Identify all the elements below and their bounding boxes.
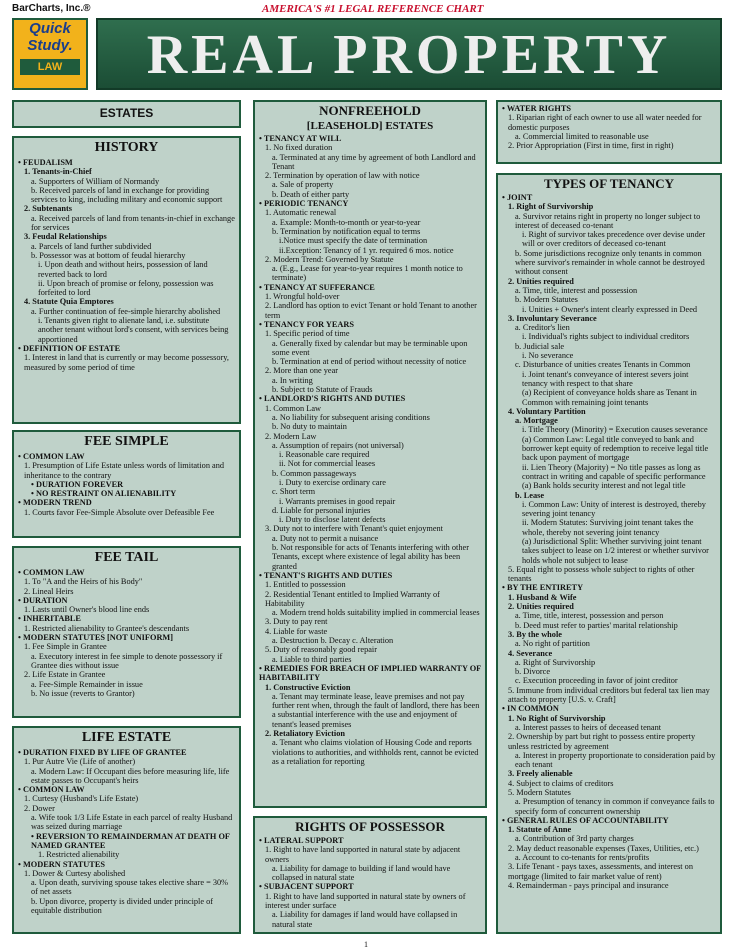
text-line: a. Parcels of land further subdivided (31, 241, 152, 251)
text-line: 1. Restricted alienability to Grantee's descendants (24, 623, 190, 633)
text-line: 2. Termination by operation of law with notice (265, 171, 420, 181)
text-line: 2. Landlord has option to evict Tenant or hold Tenant to another term (265, 301, 477, 320)
fee-simple-lines (18, 452, 235, 517)
text-line: 1. Right to have land supported in natural state by adjacent owners (265, 845, 461, 864)
text-line: 1. Entitled to possession (265, 580, 346, 590)
text-line: a. Time, title, interest, possession and person (515, 611, 664, 621)
text-line: c. Short term (272, 487, 316, 497)
text-line: 1. Common Law (265, 403, 321, 413)
water-rights-section (496, 100, 722, 164)
text-line: • TENANCY FOR YEARS (259, 319, 355, 329)
text-line: 5. Immune from individual creditors but federal tax lien may attach to property [U.S. v. Craft] (508, 685, 710, 705)
text-line: • COMMON LAW (18, 785, 85, 795)
text-line: a. Sale of property (272, 180, 334, 190)
text-line: • WATER RIGHTS (502, 104, 571, 113)
quick-study-logo (12, 18, 88, 90)
text-line: i. Unities + Owner's intent clearly expressed in Deed (522, 304, 698, 314)
types-of-tenancy-title: TYPES OF TENANCY (543, 176, 675, 191)
text-line: 3. Feudal Relationships (24, 232, 107, 242)
text-line: a. Mortgage (515, 416, 558, 426)
text-line: ii. Not for commercial leases (279, 459, 376, 469)
text-line: • DURATION FOREVER (31, 479, 124, 489)
text-line: • COMMON LAW (18, 568, 85, 577)
text-line: 2. More than one year (265, 366, 339, 376)
life-estate-title: LIFE ESTATE (81, 730, 172, 745)
text-line: a. No right of partition (515, 639, 590, 649)
text-line: • TENANT'S RIGHTS AND DUTIES (259, 570, 393, 580)
history-lines (18, 158, 235, 372)
text-line: c. Execution proceeding in favor of joint creditor (515, 676, 678, 686)
text-line: • IN COMMON (502, 704, 559, 714)
text-line: 5. Equal right to possess whole subject to rights of other tenants (508, 564, 695, 584)
text-line: b. Received parcels of land in exchange for providing services to king, including military and economic support (31, 185, 223, 205)
text-line: a. Tenant who claims violation of Housing Code and reports violations to authorities, and withholds rent, cannot be evicted as a retaliation for reporting (272, 738, 479, 766)
life-estate-lines (18, 748, 235, 915)
text-line: a. Received parcels of land from tenants-in-chief in exchange for services (31, 213, 235, 233)
text-line: 2. Modern Trend: Governed by Statute (265, 254, 394, 264)
text-line: • DEFINITION OF ESTATE (18, 343, 121, 353)
text-line: 1. Restricted alienability (38, 850, 120, 860)
text-line: i. Joint tenant's conveyance of interest severs joint tenancy with respect to that share (522, 369, 689, 388)
text-line: 2. Ownership by part but right to possess entire property unless restricted by agreement (508, 732, 696, 751)
text-line: 1. No fixed duration (265, 143, 333, 153)
text-line: 4. Voluntary Partition (508, 406, 586, 416)
text-line: a. Wife took 1/3 Life Estate in each parcel of realty Husband was seized during marriage (31, 813, 233, 832)
text-line: • MODERN STATUTES [NOT UNIFORM] (18, 633, 174, 643)
text-line: b. Subject to Statute of Frauds (272, 385, 373, 395)
text-line: b. Termination by notification equal to terms (272, 226, 421, 236)
text-line: 2. Modern Law (265, 431, 317, 441)
text-line: 3. Involuntary Severance (508, 313, 597, 323)
text-line: a. Contribution of 3rd party charges (515, 834, 634, 844)
text-line: • BY THE ENTIRETY (502, 583, 584, 593)
text-line: i. Right of survivor takes precedence over devise under will or over creditors of deceased co-tenant (522, 230, 706, 249)
fee-tail-title: FEE TAIL (94, 550, 159, 565)
text-line: ii.Exception: Tenancy of 1 yr. required 6 mos. notice (279, 245, 454, 255)
page-title: REAL PROPERTY (146, 24, 672, 86)
title-banner (96, 18, 722, 90)
text-line: a. (E.g., Lease for year-to-year requires 1 month notice to terminate) (272, 264, 463, 283)
text-line: b. Lease (515, 490, 545, 500)
text-line: i. Tenants given right to alienate land, i.e. substitute another tenant without lord's consent, with services being apportioned (38, 316, 229, 344)
text-line: b. Divorce (515, 667, 551, 677)
text-line: 2. Dower (24, 803, 55, 813)
text-line: • COMMON LAW (18, 452, 85, 461)
nonfreehold-subtitle: [LEASEHOLD] ESTATES (306, 120, 434, 132)
text-line: a. Supporters of William of Normandy (31, 176, 160, 186)
text-line: a. Liability for damage to building if land would have collapsed in natural state (272, 863, 451, 883)
brand-name: BarCharts, Inc.® (12, 3, 91, 14)
text-line: a. Right of Survivorship (515, 657, 596, 667)
text-line: 1. Presumption of Life Estate unless words of limitation and inheritance to the contrary (24, 461, 225, 480)
text-line: a. Modern trend holds suitability implied in commercial leases (272, 608, 480, 618)
logo-text-quick: Quick (29, 20, 71, 37)
text-line: • FEUDALISM (18, 158, 73, 167)
text-line: 3. Duty to pay rent (265, 617, 328, 627)
text-line: a. Example: Month-to-month or year-to-year (272, 217, 421, 227)
text-line: • MODERN STATUTES (18, 859, 105, 869)
text-line: • LATERAL SUPPORT (259, 836, 344, 845)
text-line: a. Duty not to permit a nuisance (272, 533, 379, 543)
text-line: • REMEDIES FOR BREACH OF IMPLIED WARRANTY OF HABITABILITY (259, 663, 481, 683)
text-line: a. Survivor retains right in property no longer subject to interest of deceased co-tenant (515, 211, 701, 230)
text-line: 2. Subtenants (24, 204, 72, 214)
fee-tail-section (12, 546, 241, 718)
rights-of-possessor-title: RIGHTS OF POSSESSOR (295, 819, 445, 834)
text-line: • NO RESTRAINT ON ALIENABILITY (31, 489, 177, 499)
logo-law-badge: LAW (20, 59, 80, 75)
text-line: a. Presumption of tenancy in common if conveyance fails to specify form of concurrent ownership (515, 797, 715, 816)
text-line: 1. No Right of Survivorship (508, 713, 606, 723)
text-line: 1. Husband & Wife (508, 592, 577, 602)
text-line: a. Tenant may terminate lease, leave premises and not pay further rent when, through the fault of landlord, there has been a substantial interference with the use and enjoyment of tenant's leased premises (272, 691, 480, 729)
text-line: a. Interest passes to heirs of deceased tenant (515, 722, 662, 732)
nonfreehold-lines (259, 134, 481, 766)
text-line: (a) Common Law: Legal title conveyed to bank and borrower kept equity of redemption to receive legal title back upon payment of mortgage (522, 434, 709, 463)
life-estate-section (12, 726, 241, 934)
text-line: b. Judicial sale (515, 341, 565, 351)
text-line: • REVERSION TO REMAINDERMAN AT DEATH OF NAMED GRANTEE (31, 831, 230, 850)
text-line: 2. Residential Tenant entitled to Implied Warranty of Habitability (265, 589, 440, 608)
history-section (12, 136, 241, 424)
text-line: • JOINT (502, 193, 533, 202)
tagline: AMERICA'S #1 LEGAL REFERENCE CHART (262, 3, 484, 15)
text-line: i.Notice must specify the date of termination (279, 236, 428, 246)
text-line: 1. Right to have land supported in natural state by owners of interest under surface (265, 891, 466, 911)
text-line: b. Possessor was at bottom of feudal hierarchy (31, 250, 186, 260)
text-line: b. No duty to maintain (272, 422, 347, 432)
text-line: a. In writing (272, 375, 313, 385)
text-line: 1. Wrongful hold-over (265, 292, 340, 302)
text-line: a. Fee-Simple Remainder in issue (31, 679, 143, 689)
text-line: 2. Life Estate in Grantee (24, 670, 106, 680)
nonfreehold-section (253, 100, 487, 808)
text-line: i. No severance (522, 351, 574, 361)
text-line: a. Executory interest in fee simple to denote possessory if Grantee dies without issue (31, 651, 223, 670)
text-line: 1. Specific period of time (265, 329, 350, 339)
text-line: a. Assumption of repairs (not universal) (272, 440, 404, 450)
text-line: • TENANCY AT SUFFERANCE (259, 282, 375, 292)
text-line: d. Liable for personal injuries (272, 505, 371, 515)
text-line: 1. Automatic renewal (265, 208, 337, 218)
text-line: a. Generally fixed by calendar but may be terminable upon some event (272, 338, 468, 357)
types-of-tenancy-lines (502, 193, 716, 890)
text-line: • MODERN TREND (18, 498, 92, 508)
text-line: b. Modern Statutes (515, 295, 578, 305)
text-line: a. Commercial limited to reasonable use (515, 131, 649, 141)
estates-title: ESTATES (99, 106, 154, 121)
text-line: b. No issue (reverts to Grantor) (31, 688, 135, 698)
text-line: • TENANCY AT WILL (259, 134, 342, 143)
text-line: i. Upon death and without heirs, possession of land reverted back to lord (38, 260, 208, 279)
text-line: a. Account to co-tenants for rents/profits (515, 853, 650, 863)
text-line: ii. Upon breach of promise or felony, possession was forfeited to lord (38, 278, 214, 298)
text-line: a. Modern Law: If Occupant dies before measuring life, life estate passes to Occupant's heirs (31, 766, 230, 785)
fee-tail-lines (18, 568, 235, 698)
text-line: 4. Severance (508, 648, 553, 658)
rights-of-possessor-lines (259, 836, 481, 929)
text-line: b. Common passageways (272, 468, 357, 478)
text-line: a. No liability for subsequent arising conditions (272, 412, 430, 422)
text-line: a. Liability for damages if land would have collapsed in natural state (272, 910, 458, 929)
text-line: • GENERAL RULES OF ACCOUNTABILITY (502, 815, 669, 825)
fee-simple-section (12, 430, 241, 538)
text-line: 1. To "A and the Heirs of his Body" (24, 577, 143, 587)
text-line: a. Terminated at any time by agreement of both Landlord and Tenant (272, 152, 476, 171)
text-line: 1. Dower & Curtesy abolished (24, 868, 126, 878)
text-line: c. Disturbance of unities creates Tenants in Common (515, 360, 691, 370)
text-line: i. Duty to disclose latent defects (279, 515, 386, 525)
text-line: 2. Lineal Heirs (24, 586, 74, 596)
text-line: 5. Duty of reasonably good repair (265, 645, 377, 655)
text-line: 3. By the whole (508, 629, 562, 639)
text-line: b. Death of either party (272, 189, 350, 199)
text-line: 4. Subject to claims of creditors (508, 778, 614, 788)
text-line: b. Upon divorce, property is divided under principle of equitable distribution (31, 896, 214, 916)
text-line: 3. Freely alienable (508, 769, 573, 779)
text-line: a. Creditor's lien (515, 323, 570, 333)
text-line: (a) Jurisdictional Split: Whether surviving joint tenant takes subject to lease on 1/2 interest or whether survivor holds whole not subject to lease (522, 536, 709, 565)
text-line: a. Interest in property proportionate to consideration paid by each tenant (515, 750, 716, 770)
rights-of-possessor-section (253, 816, 487, 934)
text-line: 4. Remainderman - pays principal and insurance (508, 880, 669, 890)
text-line: b. Some jurisdictions recognize only tenants in common where survivor's remainder in whole cannot be destroyed without consent (515, 248, 705, 277)
text-line: 3. Duty not to interfere with Tenant's quiet enjoyment (265, 524, 443, 534)
fee-simple-title: FEE SIMPLE (84, 434, 169, 449)
text-line: a. Time, title, interest and possession (515, 285, 638, 295)
text-line: 1. Statute of Anne (508, 825, 572, 835)
text-line: (a) Bank holds security interest and not legal title (522, 481, 686, 491)
page-number: 1 (364, 940, 368, 949)
text-line: i. Title Theory (Minority) = Execution causes severance (522, 425, 708, 435)
text-line: • DURATION FIXED BY LIFE OF GRANTEE (18, 748, 187, 757)
text-line: i. Reasonable care required (279, 450, 370, 460)
text-line: ii. Lien Theory (Majority) = No title passes as long as contract in writing and capable of specific performance (522, 462, 706, 481)
text-line: i. Common Law: Unity of interest is destroyed, thereby severing joint tenancy (522, 499, 706, 519)
text-line: b. Deed must refer to parties' marital relationship (515, 620, 678, 630)
text-line: 4. Liable for waste (265, 626, 328, 636)
text-line: i. Warrants premises in good repair (279, 496, 396, 506)
text-line: 2. Unities required (508, 276, 574, 286)
text-line: • LANDLORD'S RIGHTS AND DUTIES (259, 394, 406, 404)
text-line: 1. Fee Simple in Grantee (24, 642, 107, 652)
text-line: 1. Lasts until Owner's blood line ends (24, 605, 150, 615)
text-line: a. Upon death, surviving spouse takes elective share = 30% of net assets (31, 878, 229, 897)
text-line: (a) Recipient of conveyance holds share as Tenant in Common with remaining joint tenants (522, 388, 697, 407)
history-title: HISTORY (94, 140, 159, 155)
text-line: • INHERITABLE (18, 614, 81, 624)
text-line: • PERIODIC TENANCY (259, 199, 349, 209)
text-line: b. Not responsible for acts of Tenants interfering with other Tenants, except where existence of legal ability has been granted (272, 543, 469, 571)
water-rights-lines (502, 104, 716, 150)
types-of-tenancy-section (496, 173, 722, 934)
text-line: a. Further continuation of fee-simple hierarchy abolished (31, 306, 221, 316)
text-line: 1. Riparian right of each owner to use all water needed for domestic purposes (508, 113, 702, 132)
text-line: • DURATION (18, 595, 68, 605)
text-line: 2. Retaliatory Eviction (265, 729, 345, 738)
text-line: 1. Constructive Eviction (265, 682, 351, 692)
text-line: 1. Courts favor Fee-Simple Absolute over Defeasible Fee (24, 507, 215, 517)
text-line: i. Duty to exercise ordinary care (279, 477, 386, 487)
text-line: 1. Pur Autre Vie (Life of another) (24, 757, 136, 767)
text-line: b. Termination at end of period without necessity of notice (272, 357, 467, 367)
text-line: i. Individual's rights subject to individual creditors (522, 332, 690, 342)
estates-heading-box (12, 100, 241, 128)
text-line: 1. Tenants-in-Chief (24, 167, 92, 177)
text-line: 1. Right of Survivorship (508, 202, 594, 212)
text-line: 2. Unities required (508, 602, 574, 612)
text-line: 4. Statute Quia Emptores (24, 297, 114, 307)
text-line: 5. Modern Statutes (508, 788, 571, 797)
logo-text-study: Study. (27, 37, 73, 54)
text-line: 2. May deduct reasonable expenses (Taxes, Utilities, etc.) (508, 843, 699, 853)
nonfreehold-title: NONFREEHOLD (319, 103, 421, 118)
text-line: a. Destruction b. Decay c. Alteration (272, 636, 394, 646)
text-line: 3. Life Tenant - pays taxes, assessments, and interest on mortgage (limited to fair market value of rent) (508, 862, 693, 881)
text-line: a. Liable to third parties (272, 654, 352, 664)
text-line: 2. Prior Appropriation (First in time, first in right) (508, 141, 674, 151)
text-line: 1. Interest in land that is currently or may become possessory, measured by some period of time (24, 353, 229, 372)
text-line: ii. Modern Statutes: Surviving joint tenant takes the whole, thereby not severing joint tenancy (522, 518, 694, 537)
top-bar (0, 0, 736, 18)
text-line: • SUBJACENT SUPPORT (259, 882, 354, 892)
text-line: 1. Curtesy (Husband's Life Estate) (24, 794, 139, 804)
